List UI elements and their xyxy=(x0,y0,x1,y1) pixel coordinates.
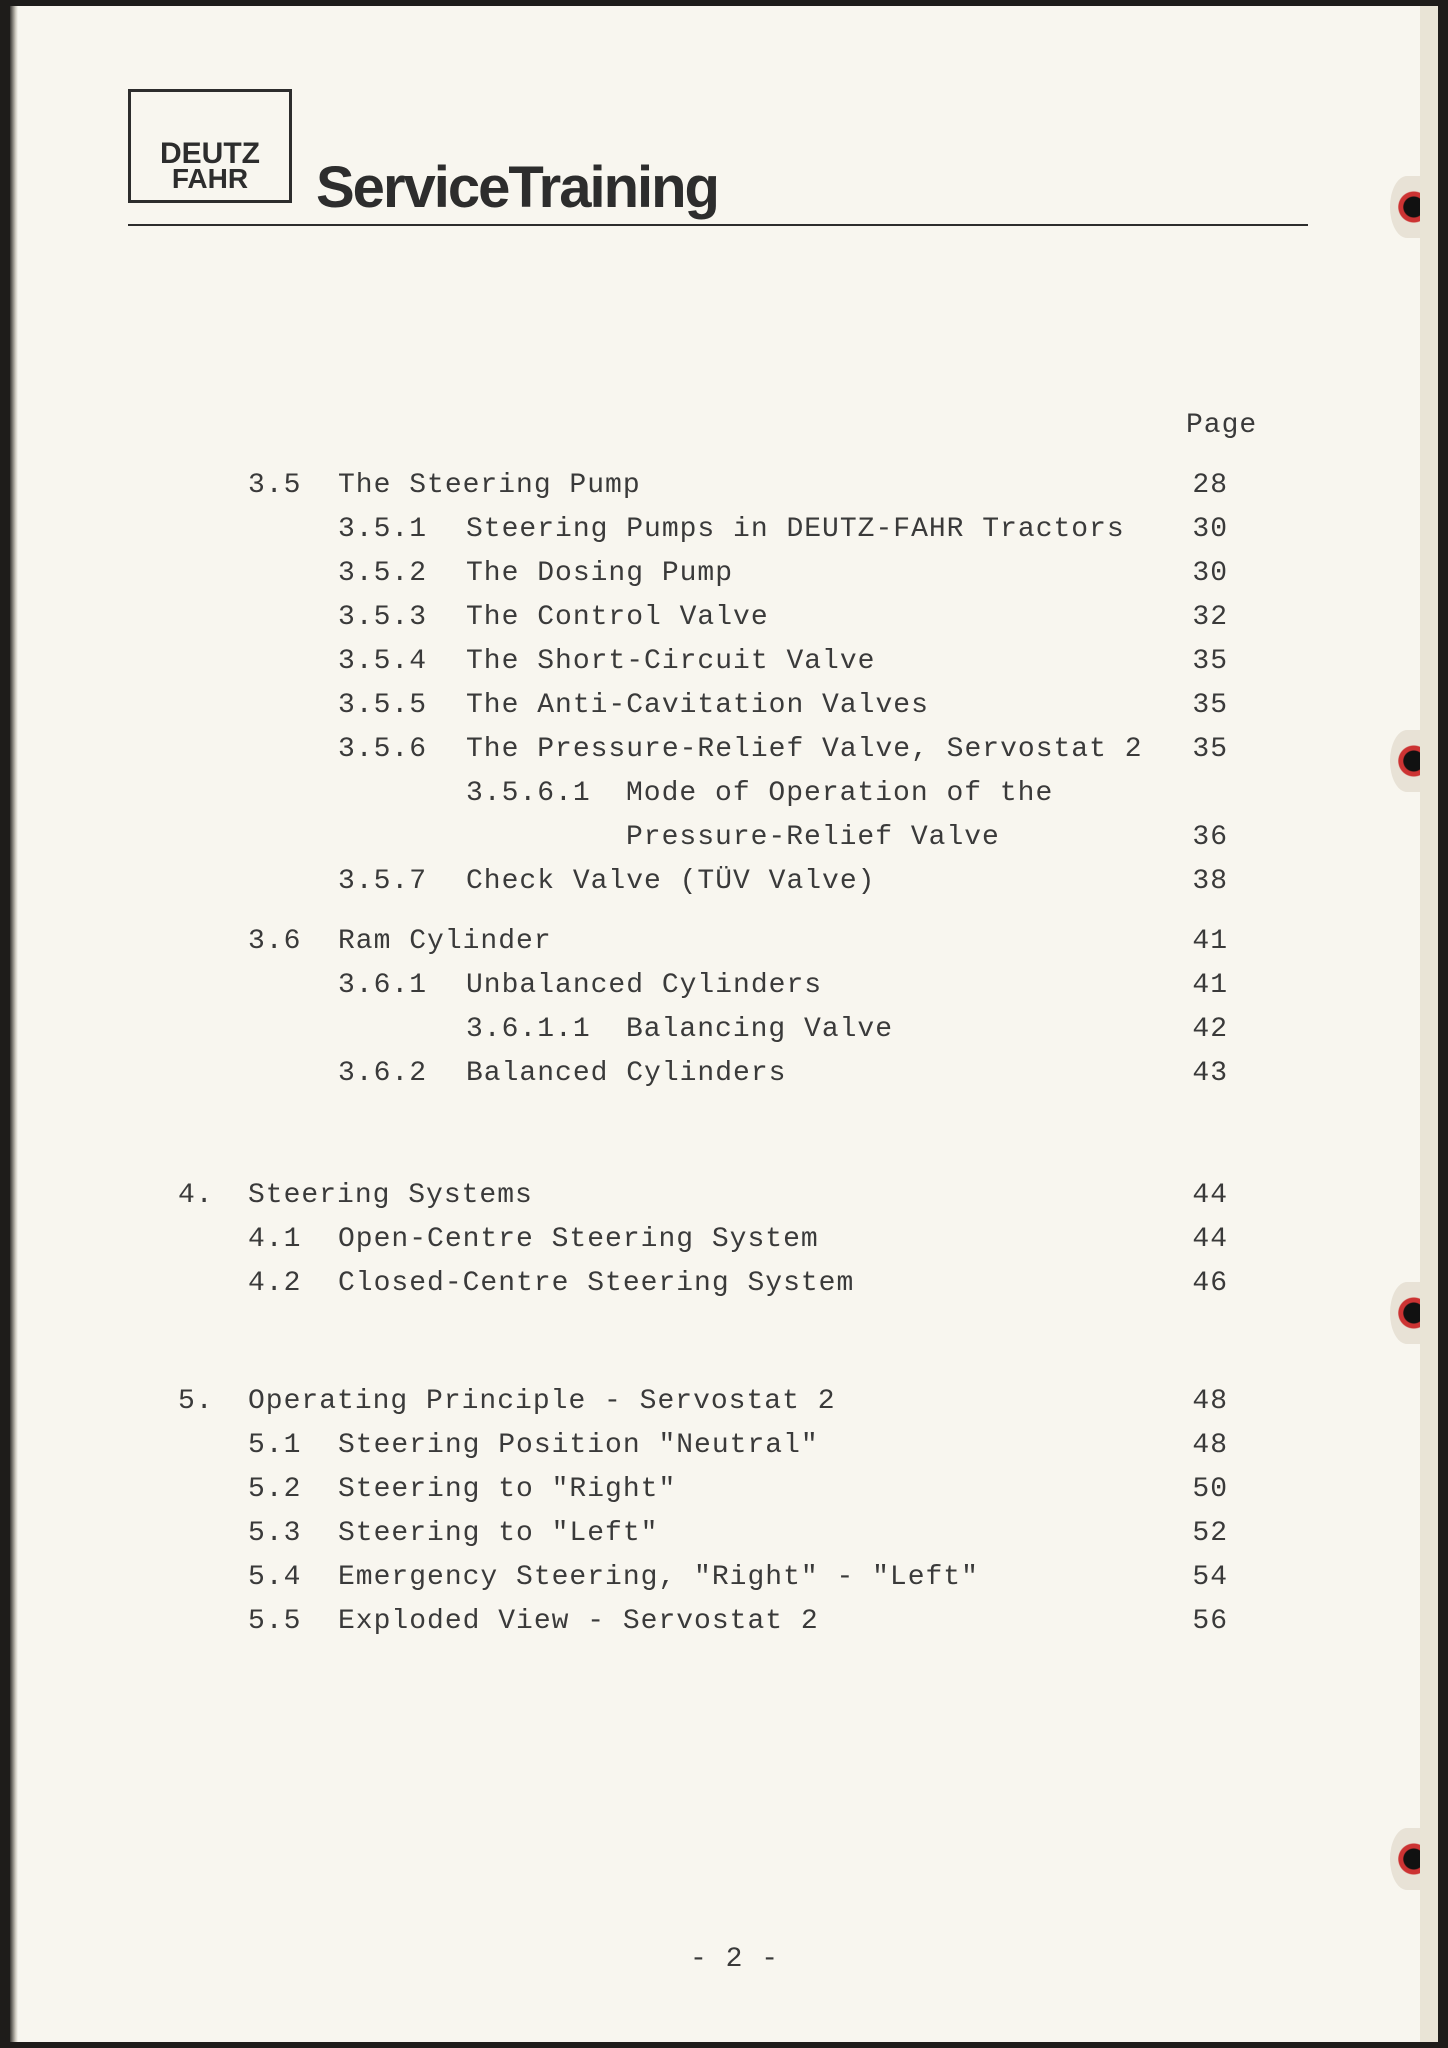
toc-page: 44 xyxy=(1192,1180,1228,1211)
toc-entry xyxy=(10,1268,1420,1302)
toc-page: 35 xyxy=(1192,690,1228,721)
toc-entry xyxy=(10,866,1420,900)
toc-entry xyxy=(10,1518,1420,1552)
toc-entry xyxy=(10,734,1420,768)
toc-number: 3.5.1 xyxy=(338,514,428,545)
toc-number: 5. xyxy=(178,1386,214,1417)
toc-page: 35 xyxy=(1192,646,1228,677)
toc-number: 5.3 xyxy=(248,1518,302,1549)
brand-title: ServiceTraining xyxy=(316,155,718,220)
toc-number: 4.1 xyxy=(248,1224,302,1255)
toc-entry xyxy=(10,690,1420,724)
toc-title: Ram Cylinder xyxy=(338,926,552,957)
toc-title: Operating Principle - Servostat 2 xyxy=(248,1386,836,1417)
toc-entry xyxy=(10,558,1420,592)
toc-title: The Anti-Cavitation Valves xyxy=(466,690,929,721)
toc-page: 54 xyxy=(1192,1562,1228,1593)
toc-page: 46 xyxy=(1192,1268,1228,1299)
toc-title: The Steering Pump xyxy=(338,470,641,501)
toc-title: The Control Valve xyxy=(466,602,769,633)
toc-entry xyxy=(10,1058,1420,1092)
toc-entry xyxy=(10,1180,1420,1214)
toc-title: The Dosing Pump xyxy=(466,558,734,589)
toc-number: 3.6 xyxy=(248,926,302,957)
toc-number: 3.6.1 xyxy=(338,970,428,1001)
toc-page: 36 xyxy=(1192,822,1228,853)
toc-number: 3.5.7 xyxy=(338,866,428,897)
toc-title: Steering Pumps in DEUTZ-FAHR Tractors xyxy=(466,514,1125,545)
toc-page: 44 xyxy=(1192,1224,1228,1255)
toc-entry xyxy=(10,1014,1420,1048)
toc-entry xyxy=(10,602,1420,636)
page-number: - 2 - xyxy=(690,1944,780,1975)
header-rule xyxy=(128,224,1308,226)
toc-title: The Short-Circuit Valve xyxy=(466,646,876,677)
toc-title: Emergency Steering, "Right" - "Left" xyxy=(338,1562,979,1593)
toc-number: 3.5.6 xyxy=(338,734,428,765)
toc-title: Steering Position "Neutral" xyxy=(338,1430,819,1461)
toc-title: Steering to "Left" xyxy=(338,1518,659,1549)
toc-page: 43 xyxy=(1192,1058,1228,1089)
toc-title: Balancing Valve xyxy=(626,1014,894,1045)
toc-page: 42 xyxy=(1192,1014,1228,1045)
toc-title: Balanced Cylinders xyxy=(466,1058,787,1089)
toc-title: Unbalanced Cylinders xyxy=(466,970,823,1001)
toc-page: 30 xyxy=(1192,558,1228,589)
toc-entry xyxy=(10,822,1420,856)
toc-entry xyxy=(10,970,1420,1004)
toc-entry xyxy=(10,646,1420,680)
toc-title: Steering to "Right" xyxy=(338,1474,677,1505)
toc-title: Steering Systems xyxy=(248,1180,533,1211)
toc-number: 3.5.2 xyxy=(338,558,428,589)
toc-entry xyxy=(10,1430,1420,1464)
toc-title: Closed-Centre Steering System xyxy=(338,1268,855,1299)
toc-title: Mode of Operation of the xyxy=(626,778,1054,809)
toc-page: 56 xyxy=(1192,1606,1228,1637)
toc-page: 41 xyxy=(1192,926,1228,957)
toc-page: 38 xyxy=(1192,866,1228,897)
toc-page: 41 xyxy=(1192,970,1228,1001)
toc-number: 5.1 xyxy=(248,1430,302,1461)
toc-number: 3.5.6.1 xyxy=(466,778,591,809)
toc-page: 32 xyxy=(1192,602,1228,633)
toc-title: Open-Centre Steering System xyxy=(338,1224,819,1255)
toc-title: Exploded View - Servostat 2 xyxy=(338,1606,819,1637)
page-column-header: Page xyxy=(1186,410,1258,441)
toc-title: Check Valve (TÜV Valve) xyxy=(466,866,876,897)
toc-number: 3.6.2 xyxy=(338,1058,428,1089)
toc-entry xyxy=(10,514,1420,548)
toc-entry xyxy=(10,1474,1420,1508)
toc-number: 5.5 xyxy=(248,1606,302,1637)
toc-entry xyxy=(10,470,1420,504)
toc-page: 48 xyxy=(1192,1386,1228,1417)
toc-number: 3.5.5 xyxy=(338,690,428,721)
document-page xyxy=(10,6,1438,2042)
toc-title: The Pressure-Relief Valve, Servostat 2 xyxy=(466,734,1143,765)
toc-number: 5.4 xyxy=(248,1562,302,1593)
toc-page: 35 xyxy=(1192,734,1228,765)
toc-page: 48 xyxy=(1192,1430,1228,1461)
toc-entry xyxy=(10,1562,1420,1596)
toc-number: 5.2 xyxy=(248,1474,302,1505)
logo-text-line1: DEUTZ xyxy=(160,137,260,170)
toc-entry xyxy=(10,1386,1420,1420)
toc-number: 4.2 xyxy=(248,1268,302,1299)
toc-entry xyxy=(10,1224,1420,1258)
logo-text-line2: FAHR xyxy=(171,163,249,194)
toc-number: 3.5.4 xyxy=(338,646,428,677)
toc-entry xyxy=(10,1606,1420,1640)
binder-hole-4 xyxy=(1390,1828,1424,1890)
toc-page: 52 xyxy=(1192,1518,1228,1549)
toc-page: 28 xyxy=(1192,470,1228,501)
toc-number: 3.5 xyxy=(248,470,302,501)
toc-number: 4. xyxy=(178,1180,214,1211)
binder-hole-1 xyxy=(1390,176,1424,238)
toc-entry xyxy=(10,778,1420,812)
deutz-fahr-logo xyxy=(128,89,292,203)
toc-title: Pressure-Relief Valve xyxy=(626,822,1000,853)
toc-number: 3.5.3 xyxy=(338,602,428,633)
toc-page: 50 xyxy=(1192,1474,1228,1505)
toc-number: 3.6.1.1 xyxy=(466,1014,591,1045)
toc-entry xyxy=(10,926,1420,960)
toc-page: 30 xyxy=(1192,514,1228,545)
